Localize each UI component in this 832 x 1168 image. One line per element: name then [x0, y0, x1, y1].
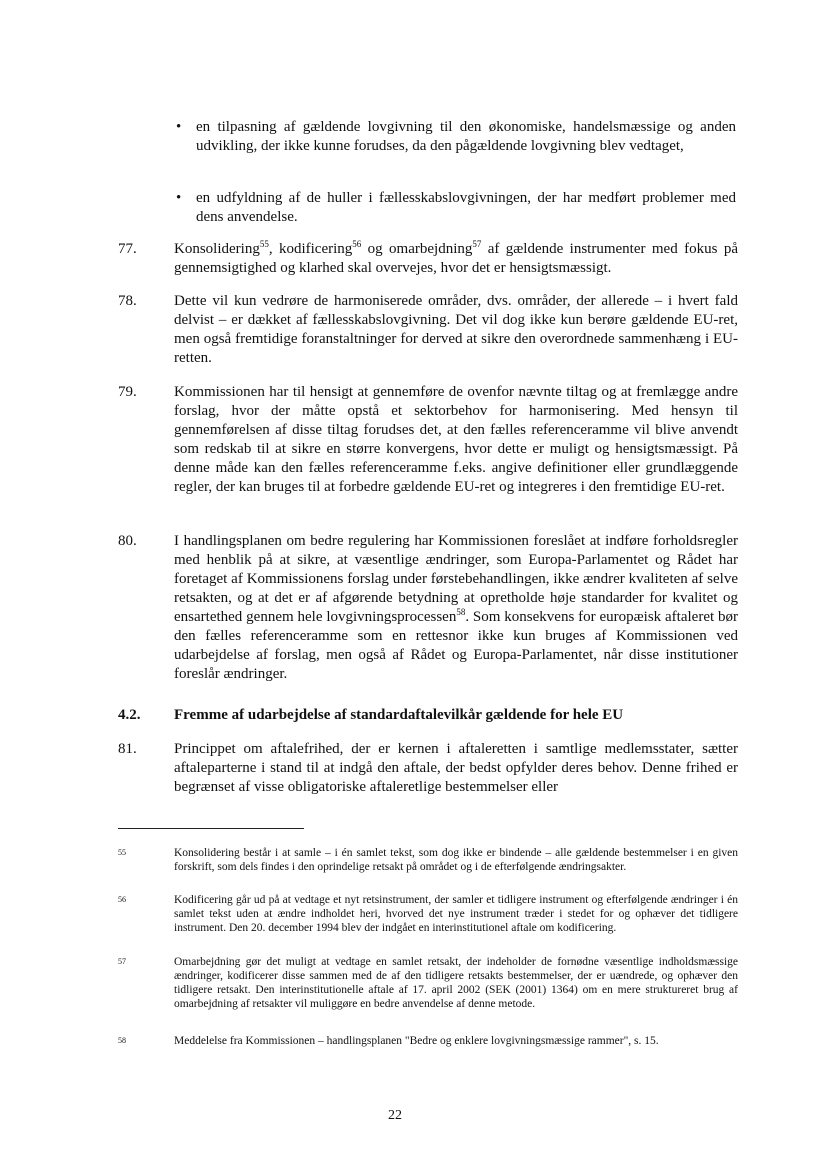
bullet-icon: • — [176, 190, 182, 206]
bullet-item-2 — [176, 189, 736, 227]
footnote-number: 56 — [118, 895, 126, 904]
section-number: 4.2. — [118, 707, 141, 723]
bullet-icon: • — [176, 119, 182, 135]
paragraph-78 — [118, 292, 738, 368]
footnote-ref[interactable]: 56 — [352, 239, 362, 249]
bullet-text: en udfyldning af de huller i fællesskabslovgivningen, der har medført problemer med dens anvendelse. — [196, 190, 736, 225]
paragraph-text: Princippet om aftalefrihed, der er kernen i aftaleretten i samtlige medlemsstater, sætter aftaleparterne i stand til at indgå den aftale, der bedst opfylder deres behov. Denne frihed er begrænset af visse obligatoriske aftaleretlige bestemmelser eller — [174, 741, 738, 795]
bullet-text: en tilpasning af gældende lovgivning til den økonomiske, handelsmæssige og anden udvikling, der ikke kunne forudses, da den pågældende lovgivning blev vedtaget, — [196, 119, 736, 154]
paragraph-text: I handlingsplanen om bedre regulering har Kommissionen foreslået at indføre forholdsregler med henblik på at sikre, at væsentlige ændringer, som Europa-Parlamentet og Rådet har foretaget af Kommissionens forslag under førstebehandlingen, ikke ændrer kvaliteten af selve retsakten, og at det er af afgørende betydning at opretholde høje standarder for kvalitet og ensartethed gennem hele lovgivningsprocessen$^{58}$. Som konsekvens for europæisk aftaleret bør den fælles referenceramme som en rettesnor ikke kun bruges af Kommissionen ved udarbejdelse af forslag, men også af Rådet og Europa-Parlamentet, når disse institutioner foreslår ændringer. — [174, 533, 738, 682]
paragraph-77 — [118, 240, 738, 278]
paragraph-number: 77. — [118, 241, 137, 257]
footnote-number: 55 — [118, 848, 126, 857]
paragraph-number: 81. — [118, 741, 137, 757]
footnote-ref[interactable]: 57 — [472, 239, 482, 249]
section-heading — [118, 706, 738, 725]
footnote-55 — [118, 846, 738, 874]
footnote-number: 58 — [118, 1036, 126, 1045]
footnote-56 — [118, 893, 738, 935]
section-title: Fremme af udarbejdelse af standardaftalevilkår gældende for hele EU — [174, 707, 624, 723]
page-number: 22 — [388, 1108, 402, 1123]
footnote-text: Kodificering går ud på at vedtage et nyt retsinstrument, der samler et tidligere instrument og efterfølgende ændringer i én samlet tekst uden at ændre indholdet heri, hvorved det nye instrument træder i stedet for og ophæver det tidligere instrument. Den 20. december 1994 blev der indgået en interinstitutionel aftale om kodificering. — [174, 894, 738, 934]
bullet-item-1 — [176, 118, 736, 156]
footnote-text: Konsolidering består i at samle – i én samlet tekst, som dog ikke er bindende – alle gældende bestemmelser i en given forskrift, som dels findes i den oprindelige retsakt på området og i de efterfølgende ændringsakter. — [174, 847, 738, 873]
paragraph-number: 80. — [118, 533, 137, 549]
footnote-ref[interactable]: 55 — [259, 239, 269, 249]
footnote-number: 57 — [118, 957, 126, 966]
paragraph-number: 78. — [118, 293, 137, 309]
footnote-text: Omarbejdning gør det muligt at vedtage en samlet retsakt, der indeholder de fornødne væsentlige indholdsmæssige ændringer, kodificerer disse sammen med de af den tidligere retsakts bestemmelser, der er uændrede, og ophæver den tidligere retsakt. Den interinstitutionelle aftale af 17. april 2002 (SEK (2001) 1364) om en mere struktureret brug af omarbejdning af retsakter vil muliggøre en bedre anvendelse af denne metode. — [174, 956, 738, 1010]
paragraph-number: 79. — [118, 384, 137, 400]
paragraph-text: Konsolidering$^{55}$, kodificering$^{56}$ og omarbejdning$^{57}$ af gældende instrumenter med fokus på gennemsigtighed og klarhed skal overvejes, hvor det er hensigtsmæssigt. — [174, 239, 738, 276]
paragraph-81 — [118, 740, 738, 797]
footnote-57 — [118, 955, 738, 1011]
footnote-ref[interactable]: 58 — [456, 607, 466, 617]
paragraph-80 — [118, 532, 738, 684]
footnote-text: Meddelelse fra Kommissionen – handlingsplanen "Bedre og enklere lovgivningsmæssige rammer", s. 15. — [174, 1035, 659, 1047]
paragraph-text: Dette vil kun vedrøre de harmoniserede områder, dvs. områder, der allerede – i hvert fald delvist – er dækket af fællesskabslovgivning. Det vil dog ikke kun berøre gældende EU-ret, men også fremtidige foranstaltninger for derved at sikre den overordnede sammenhæng i EU-retten. — [174, 293, 738, 366]
footnote-58 — [118, 1034, 738, 1048]
footnote-divider — [118, 828, 304, 829]
paragraph-text: Kommissionen har til hensigt at gennemføre de ovenfor nævnte tiltag og at fremlægge andre forslag, hvor der måtte opstå et sektorbehov for harmonisering. Med hensyn til gennemførelsen af disse tiltag forudses det, at den fælles referenceramme vil blive anvendt som redskab til at sikre en større konvergens, hvor dette er muligt og hensigtsmæssigt. På denne måde kan den fælles referenceramme f.eks. angive definitioner eller grundlæggende regler, der kan bruges til at forbedre gældende EU-ret og integreres i den fremtidige EU-ret. — [174, 384, 738, 495]
paragraph-79 — [118, 383, 738, 497]
